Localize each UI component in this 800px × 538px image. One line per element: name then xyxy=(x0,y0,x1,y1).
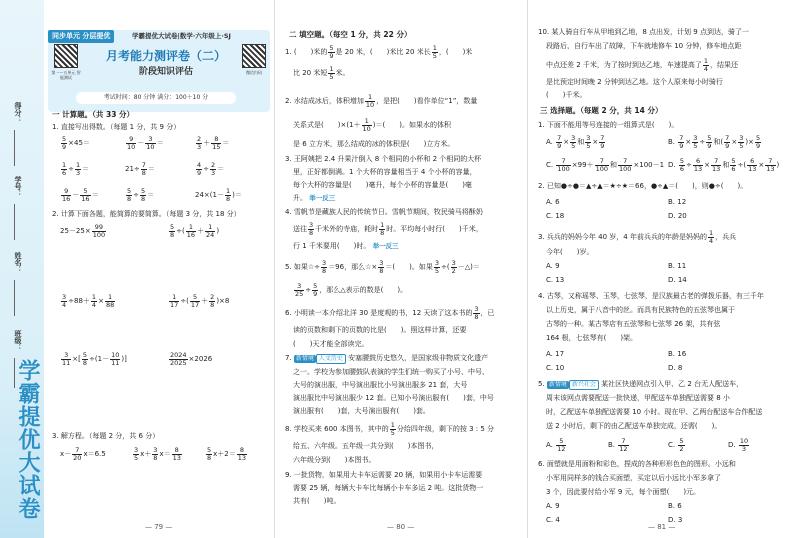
choice-option-b[interactable]: B. $\frac{7}{9}$ × $\frac{3}{5}$ ÷ $\frac{5}{9}$ 和( $\frac{7}{9}$ × $\frac{3}{5}$ )× $\frac{5}{9}$ xyxy=(668,134,761,150)
fill-question-7-cont: 之一。学校为参加腰鼓队表演的学生们统一购买了小号、中号、 xyxy=(293,368,489,376)
choice-option-c[interactable]: C. $\frac{7}{100}$ ×99＋ $\frac{7}{100}$ 和 $\frac{7}{100}$ ×100－1 xyxy=(546,157,665,173)
choice-option-d[interactable]: D. 14 xyxy=(668,276,687,284)
fill-question-10-cont: 段路后，自行车出了故障，下车就地修车 10 分钟，修车地点距 xyxy=(546,42,742,50)
choice-question-5-cont: 送 2 小时后，剩下的由乙配送车单独完成，还需( )。 xyxy=(546,422,722,430)
choice-option-b[interactable]: B. 11 xyxy=(668,262,687,270)
page-number: — 80 — xyxy=(387,523,415,532)
choice-option-a[interactable]: A. 9 xyxy=(546,262,560,270)
choice-question-3: 3. 兵兵的妈妈今年 40 岁，4 年前兵兵的年龄是妈妈的 $\frac{1}{4}$ ，兵兵 xyxy=(538,229,737,245)
choice-option-a[interactable]: A. 17 xyxy=(546,350,565,358)
fill-question-10: 10. 某人骑自行车从甲地到乙地，8 点出发，计划 9 点到达，骑了一 xyxy=(538,28,749,36)
choice-question-6-cont: 小军用同样多的钱合买面塑，买定以后小远比小军多拿了 xyxy=(546,474,721,482)
q3-instruction: 3. 解方程。（每题 2 分，共 6 分） xyxy=(52,432,160,440)
choice-option-b[interactable]: B. $\frac{7}{12}$ xyxy=(608,437,628,453)
choice-question-4: 4. 古琴，又称瑶琴、玉琴，七弦琴，是汉族最古老的弹拨乐器，有三千年 xyxy=(538,292,764,300)
choice-option-d[interactable]: D. $\frac{10}{3}$ xyxy=(728,437,749,453)
q2-instruction: 2. 计算下面各题，能简算的要简算。（每题 3 分，共 18 分） xyxy=(52,210,241,218)
name-line xyxy=(14,280,15,316)
topic-badge: 人文历史 xyxy=(316,354,346,364)
choice-option-b[interactable]: B. 6 xyxy=(668,502,682,510)
choice-option-b[interactable]: B. 12 xyxy=(668,198,687,206)
name-label: 姓名： xyxy=(14,252,22,273)
fill-question-2-cont: 是 6 立方米，那么结成的冰的体积是( )立方米。 xyxy=(293,140,455,148)
choice-question-4-cont: 164 根，七弦琴有( )架。 xyxy=(546,334,638,342)
calc-item: $\frac{5}{8}$ ÷( $\frac{1}{16}$ ＋ $\frac{1}{24}$ ) xyxy=(170,223,220,239)
fill-question-9: 9. 一批货物，如果用大卡车运需要 20 辆，如果用小卡车运需要 xyxy=(285,471,483,479)
choice-option-d[interactable]: D. 3 xyxy=(668,516,683,524)
page-number: — 79 — xyxy=(145,523,173,532)
fill-question-8: 8. 学校买来 600 本图书，其中的 $\frac{1}{5}$ 分给四年级，剩下的按 3 : 5 分 xyxy=(285,421,495,437)
fill-question-10-cont: 是比预定时间晚 2 分钟到达乙地。这个人原来每小时骑行 xyxy=(546,78,723,86)
calc-item: 21÷ $\frac{7}{8}$ ＝ xyxy=(125,161,155,177)
choice-question-5: 5. 新情境 新兴社会 某社区快递网点引入甲、乙 2 台无人配送车， xyxy=(538,380,800,390)
calc-item: $\frac{1}{6}$ ÷ $\frac{1}{3}$ ＝ xyxy=(62,161,90,177)
series-tag: 同步单元 分层提优 xyxy=(48,30,114,43)
calc-item: $\frac{9}{10}$ － $\frac{3}{10}$ ＝ xyxy=(127,135,164,151)
choice-question-1: 1. 下面不能用等号连接的一组算式是( )。 xyxy=(538,121,679,129)
choice-question-3-cont: 今年( )岁。 xyxy=(546,248,594,256)
calc-item: 24×(1－ $\frac{1}{8}$ )＝ xyxy=(195,187,242,203)
calc-item: 25－25× $\frac{99}{100}$ xyxy=(60,223,106,239)
calc-item: $\frac{4}{9}$ ÷ $\frac{2}{3}$ ＝ xyxy=(197,161,225,177)
new-context-badge: 新情境 xyxy=(548,381,567,388)
fill-question-6-cont: 读的页数和剩下的页数的比是( )。照这样计算，还要 xyxy=(293,326,467,334)
choice-option-d[interactable]: D. $\frac{5}{6}$ ÷ $\frac{6}{13}$ × $\frac{7}{13}$ 和 $\frac{5}{6}$ ÷( $\frac{6}{13}$ × $\frac{7}{13}$ ) xyxy=(668,157,780,173)
fill-question-10-cont: ( )千米。 xyxy=(546,91,587,99)
exam-info: 考试时间：80 分钟 满分：100＋10 分 xyxy=(76,92,236,104)
calc-item: $\frac{5}{8}$ ÷ $\frac{5}{8}$ ＝ xyxy=(127,187,155,203)
choice-question-6: 6. 面塑就是用面粉和彩色，捏成的各种形形色色的图形。小远和 xyxy=(538,460,736,468)
qr-right-caption: 微信扫码 xyxy=(246,70,262,75)
fill-question-7: 7. 新情境 人文历史 安塞腰鼓历史悠久，是国家级非物质文化遗产 xyxy=(285,354,527,364)
page-80 xyxy=(274,0,527,538)
exam-subtitle: 阶段知识评估 xyxy=(138,67,193,77)
practice-link[interactable]: 举一反三 xyxy=(372,242,399,250)
fill-question-4-cont: 行 1 千米要用( )时。 举一反三 xyxy=(293,242,399,250)
practice-link[interactable]: 举一反三 xyxy=(309,194,336,202)
choice-option-c[interactable]: C. 4 xyxy=(546,516,560,524)
calc-item: $\frac{3}{11}$ ×[ $\frac{5}{8}$ ÷(1－ $\frac{10}{11}$ )] xyxy=(62,351,127,367)
choice-option-c[interactable]: C. $\frac{5}{2}$ xyxy=(668,437,684,453)
fill-question-3-cont: 里，正好都倒满。1 个大杯的容量相当于 4 个小杯的容量， xyxy=(293,168,477,176)
fill-question-9-cont: 需要 25 辆，每辆大卡车比每辆小卡车多运 2 吨。这批货物一 xyxy=(293,484,484,492)
choice-option-a[interactable]: A. 6 xyxy=(546,198,560,206)
fill-question-3: 3. 王阿姨把 2.4 升果汁倒入 8 个相同的小杯和 2 个相同的大杯 xyxy=(285,155,482,163)
choice-question-5-cont: 周末该网点需要配送一批快递，甲配送车单独配送需要 8 小 xyxy=(546,394,730,402)
calc-item: $\frac{1}{17}$ ÷( $\frac{5}{17}$ ＋ $\frac{2}{8}$ )×8 xyxy=(170,293,230,309)
equation-item: $\frac{3}{5}$ x＋ $\frac{3}{8}$ x＝ $\frac{8}{13}$ xyxy=(134,446,181,462)
section-choice-title: 三 选择题。（每题 2 分，共 14 分） xyxy=(540,106,663,115)
choice-option-a[interactable]: A. 9 xyxy=(546,502,560,510)
fill-question-9-cont: 共有( )吨。 xyxy=(293,497,341,505)
exam-title: 月考能力测评卷（二） xyxy=(106,49,227,63)
section-calc-title: 一 计算题。（共 33 分） xyxy=(52,110,135,119)
equation-item: $\frac{5}{8}$ x＋2＝ $\frac{8}{13}$ xyxy=(207,446,247,462)
choice-option-b[interactable]: B. 16 xyxy=(668,350,687,358)
choice-option-a[interactable]: A. $\frac{7}{9}$ × $\frac{3}{5}$ 和 $\frac{3}{5}$ × $\frac{7}{9}$ xyxy=(546,134,605,150)
fill-question-4-cont: 送往 $\frac{3}{8}$ 千米外的寺庙，耗时 $\frac{1}{8}$ 时。平均每小时行( )千米， xyxy=(293,221,483,237)
fill-question-2-cont: 关系式是( )×(1＋ $\frac{1}{10}$ )＝( )。如果水的体积 xyxy=(293,117,451,133)
class-label: 班级： xyxy=(14,330,22,351)
fill-question-6-cont: ( )天才能全部读完。 xyxy=(293,340,369,348)
fill-question-7-cont: 演出服比中号演出服少 12 套。已知小号演出服有( )套，中号 xyxy=(293,394,494,402)
new-context-badge: 新情境 xyxy=(295,355,314,362)
fill-question-2: 2. 水结成冰后，体积增加 $\frac{1}{10}$ ，是把( )看作单位“1”，数量 xyxy=(285,93,478,109)
choice-question-2: 2. 已知●÷●＝▲÷▲＝★÷★＝66，●÷▲＝( )，则●÷( )。 xyxy=(538,182,748,190)
fill-question-8-cont: 给五、六年级。五年级一共分到( )本图书， xyxy=(293,442,439,450)
fill-question-1: 1. ( )米的 $\frac{5}{9}$ 是 20 米，( )米比 20 米长 $\frac{1}{5}$ ，( )米 xyxy=(285,44,473,60)
page-81 xyxy=(527,0,800,538)
choice-option-d[interactable]: D. 20 xyxy=(668,212,687,220)
calc-item: $\frac{2}{3}$ ＋ $\frac{8}{15}$ ＝ xyxy=(197,135,230,151)
calc-item: $\frac{9}{16}$ － $\frac{5}{16}$ ＝ xyxy=(62,187,99,203)
page-number: — 81 — xyxy=(648,523,676,532)
fill-question-7-cont: 演出服有( )套，大号演出服有( )套。 xyxy=(293,407,430,415)
choice-option-a[interactable]: A. $\frac{5}{12}$ xyxy=(546,437,566,453)
student-id-label: 学号： xyxy=(14,176,22,197)
qr-left-caption: 第一～五单元 智能测试 xyxy=(51,70,81,80)
calc-item: $\frac{2024}{2025}$ ×2026 xyxy=(170,351,213,367)
page-79 xyxy=(0,0,274,538)
equation-item: x－ $\frac{7}{20}$ x＝6.5 xyxy=(60,446,106,462)
sidebar xyxy=(0,0,44,538)
choice-question-6-cont: 3 个，因此要付给小军 9 元，每个面塑( )元。 xyxy=(546,488,701,496)
fill-question-5-cont: $\frac{3}{25}$ ÷ $\frac{5}{9}$ ，那么△表示的数是( )。 xyxy=(295,282,408,298)
fill-question-8-cont: 六年级分到( )本图书。 xyxy=(293,456,376,464)
student-id-line xyxy=(14,204,15,240)
choice-option-c[interactable]: C. 18 xyxy=(546,212,565,220)
choice-question-4-cont: 以上历史，属于八音中的丝。而具有民族特色的五弦琴也属于 xyxy=(546,306,735,314)
calc-item: $\frac{3}{4}$ ÷88＋ $\frac{1}{4}$ × $\frac{1}{88}$ xyxy=(62,293,115,309)
fill-question-6: 6. 小明读一本介绍北洋 30 是度观的书，12 天读了这本书的 $\frac{3}{8}$ ，已 xyxy=(285,305,495,321)
fill-question-4: 4. 雪帆节是藏族人民的传统节日。雪帆节期间，牧民骑马将酥奶 xyxy=(285,208,483,216)
choice-option-c[interactable]: C. 13 xyxy=(546,276,565,284)
choice-question-4-cont: 古琴的一种。某古琴店有五弦琴和七弦琴 26 架，共有弦 xyxy=(546,320,721,328)
fill-question-7-cont: 大号的演出服，中号演出服比小号演出服多 21 套，大号 xyxy=(293,381,468,389)
q1-instruction: 1. 直接写出得数。（每题 1 分，共 9 分） xyxy=(52,123,181,131)
fill-question-1-cont: 比 20 米短 $\frac{1}{5}$ 米。 xyxy=(293,65,350,81)
calc-item: $\frac{5}{9}$ ×45＝ xyxy=(62,135,90,151)
subject-line: 学霸提优大试卷|数学·六年级上·SJ xyxy=(132,32,231,40)
score-line xyxy=(14,130,15,166)
choice-option-d[interactable]: D. 8 xyxy=(668,364,683,372)
brand-logo: 学霸提优大试卷 xyxy=(15,359,41,520)
fill-question-3-cont: 每个大杯的容量是( )毫升，每个小杯的容量是( )毫 xyxy=(293,181,472,189)
qr-code-left[interactable] xyxy=(54,44,78,68)
score-label: 得分： xyxy=(14,102,22,123)
topic-badge: 新兴社会 xyxy=(569,380,599,390)
section-fill-title: 二 填空题。（每空 1 分，共 22 分） xyxy=(289,30,412,39)
fill-question-10-cont: 中点还差 2 千米，为了按时到达乙地，车速提高了 $\frac{1}{4}$ ，结果还 xyxy=(546,57,739,73)
choice-option-c[interactable]: C. 10 xyxy=(546,364,565,372)
qr-code-right[interactable] xyxy=(242,44,266,68)
fill-question-5: 5. 如果☆÷ $\frac{3}{8}$ ＝96，那么☆× $\frac{3}{8}$ ＝( )。如果 $\frac{3}{5}$ ÷( $\frac{3}{2}$ －△)＝ xyxy=(285,259,480,275)
choice-question-5-cont: 时，乙配送车单独配送需要 10 小时。现在甲、乙两台配送车合作配送 xyxy=(546,408,763,416)
fill-question-3-cont: 升。 举一反三 xyxy=(293,194,336,202)
